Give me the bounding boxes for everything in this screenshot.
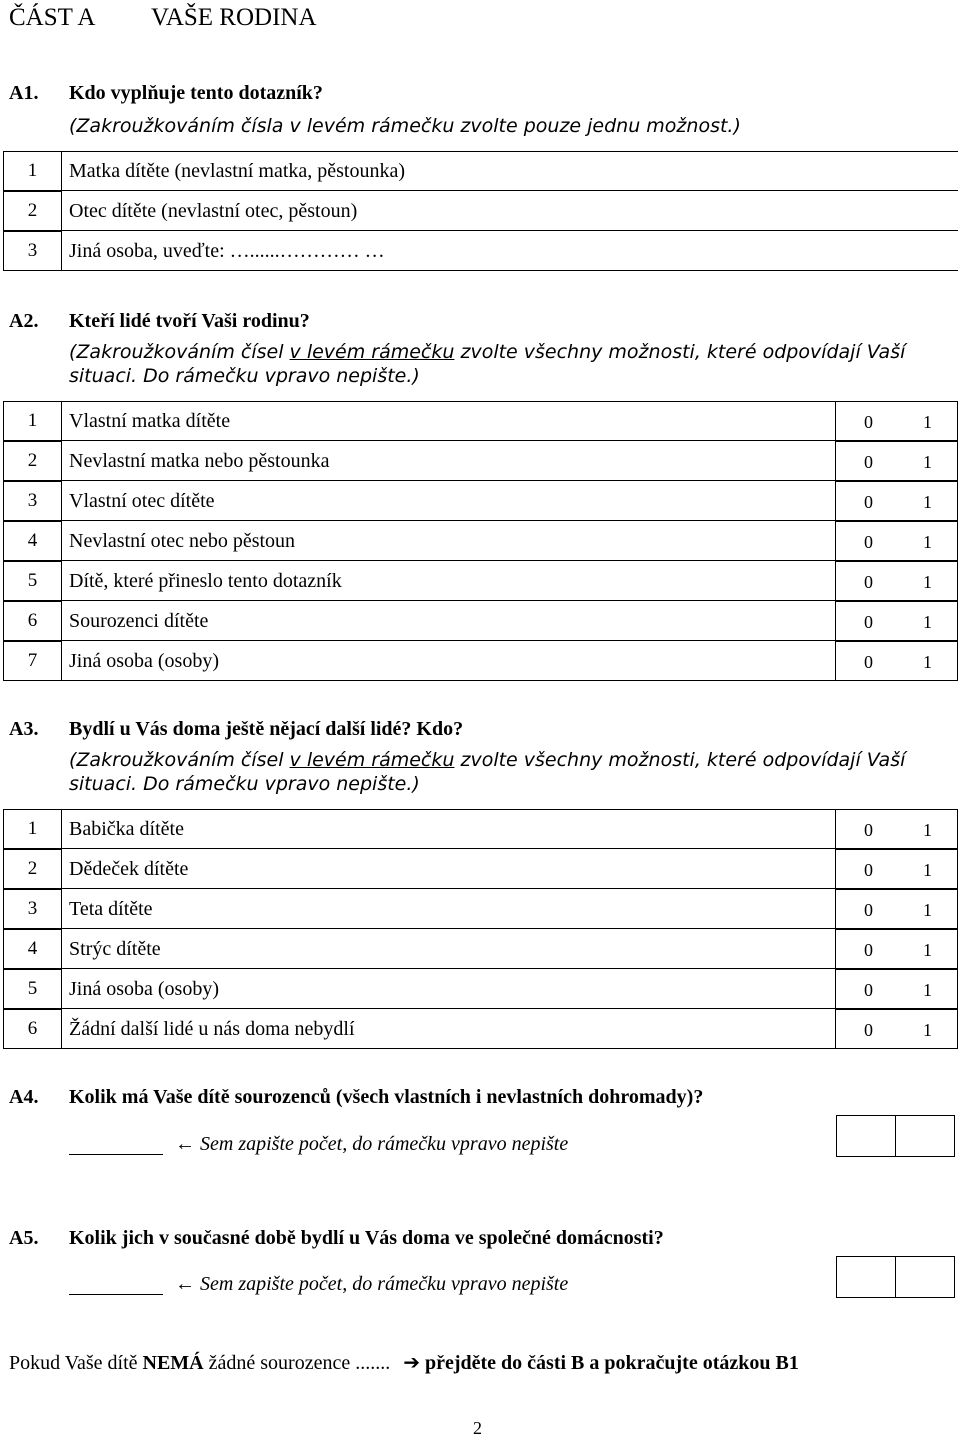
code-zero: 0: [864, 452, 873, 472]
question-a4: Kolik má Vaše dítě sourozenců (všech vlastních i nevlastních dohromady)?: [69, 1086, 704, 1108]
option-label: Jiná osoba, uveďte: …......………… …: [69, 240, 385, 262]
option-row-a3: [3, 969, 958, 1009]
option-row-a2: [3, 561, 958, 601]
option-label: Teta dítěte: [69, 898, 153, 920]
option-row-a2: [3, 641, 958, 681]
code-one: 1: [923, 652, 932, 672]
code-zero: 0: [864, 572, 873, 592]
option-label: Dědeček dítěte: [69, 858, 189, 880]
instruction-a2-underlined: v levém rámečku: [289, 341, 455, 363]
code-box: [835, 441, 958, 481]
code-zero: 0: [864, 980, 873, 1000]
option-number-circle-target[interactable]: 1: [3, 809, 62, 849]
option-number-circle-target[interactable]: 3: [3, 889, 62, 929]
option-label: Jiná osoba (osoby): [69, 978, 219, 1000]
question-a3: Bydlí u Vás doma ještě nějací další lidé? Kdo?: [69, 718, 464, 740]
code-box: [835, 809, 958, 849]
code-box: [835, 849, 958, 889]
question-a1: Kdo vyplňuje tento dotazník?: [69, 82, 323, 104]
option-number-circle-target[interactable]: 2: [3, 849, 62, 889]
hint-a5: ← Sem zapište počet, do rámečku vpravo nepište: [175, 1273, 569, 1295]
code-box-a4-right: [895, 1115, 955, 1157]
option-label: Otec dítěte (nevlastní otec, pěstoun): [69, 200, 358, 222]
code-box: [835, 889, 958, 929]
code-box: [835, 601, 958, 641]
code-one: 1: [923, 900, 932, 920]
code-box-a5-right: [895, 1256, 955, 1298]
option-row-a1: [3, 151, 958, 191]
code-box: [835, 641, 958, 681]
code-box: [835, 929, 958, 969]
code-one: 1: [923, 492, 932, 512]
code-zero: 0: [864, 860, 873, 880]
option-number-circle-target[interactable]: 4: [3, 929, 62, 969]
code-zero: 0: [864, 412, 873, 432]
option-label: Strýc dítěte: [69, 938, 161, 960]
hint-a4: ← Sem zapište počet, do rámečku vpravo nepište: [175, 1133, 569, 1155]
option-label: Jiná osoba (osoby): [69, 650, 219, 672]
question-number-a1: A1.: [9, 82, 39, 104]
option-number-circle-target[interactable]: 3: [3, 481, 62, 521]
code-one: 1: [923, 612, 932, 632]
code-zero: 0: [864, 1020, 873, 1040]
question-a2: Kteří lidé tvoří Vaši rodinu?: [69, 310, 310, 332]
option-number-circle-target[interactable]: 6: [3, 601, 62, 641]
code-box-a5-left: [836, 1256, 896, 1298]
option-number-circle-target[interactable]: 7: [3, 641, 62, 681]
option-row-a3: [3, 929, 958, 969]
option-row-a1: [3, 191, 958, 231]
option-label: Sourozenci dítěte: [69, 610, 209, 632]
row-rule: [3, 1048, 958, 1049]
option-row-a2: [3, 441, 958, 481]
code-one: 1: [923, 532, 932, 552]
instruction-a2-part1: (Zakroužkováním čísel: [69, 341, 290, 363]
option-row-a2: [3, 521, 958, 561]
count-input-line-a4[interactable]: [69, 1154, 163, 1155]
question-number-a3: A3.: [9, 718, 39, 740]
option-number-circle-target[interactable]: 3: [3, 231, 62, 271]
page-number: 2: [473, 1418, 482, 1438]
code-one: 1: [923, 980, 932, 1000]
code-zero: 0: [864, 652, 873, 672]
count-input-line-a5[interactable]: [69, 1294, 163, 1295]
code-one: 1: [923, 1020, 932, 1040]
question-number-a4: A4.: [9, 1086, 39, 1108]
instruction-a3-part1: (Zakroužkováním čísel: [69, 749, 290, 771]
question-a5: Kolik jich v současné době bydlí u Vás doma ve společné domácnosti?: [69, 1227, 664, 1249]
row-rule: [3, 680, 958, 681]
skip-goto: přejděte do části B a pokračujte otázkou B1: [424, 1352, 799, 1374]
code-one: 1: [923, 940, 932, 960]
code-one: 1: [923, 572, 932, 592]
code-box-a4-left: [836, 1115, 896, 1157]
code-one: 1: [923, 860, 932, 880]
row-rule: [3, 270, 958, 271]
option-label: Matka dítěte (nevlastní matka, pěstounka): [69, 160, 406, 182]
option-number-circle-target[interactable]: 6: [3, 1009, 62, 1049]
option-row-a2: [3, 601, 958, 641]
instruction-a3-part2: zvolte všechny možnosti, které odpovídají Vaší: [454, 749, 906, 771]
option-row-a1: [3, 231, 958, 271]
option-label: Nevlastní otec nebo pěstoun: [69, 530, 296, 552]
option-number-circle-target[interactable]: 5: [3, 561, 62, 601]
skip-text-pre: Pokud Vaše dítě: [9, 1352, 143, 1374]
option-number-circle-target[interactable]: 4: [3, 521, 62, 561]
code-box: [835, 969, 958, 1009]
part-label: ČÁST A: [9, 4, 96, 31]
option-label: Dítě, které přineslo tento dotazník: [69, 570, 342, 592]
option-number-circle-target[interactable]: 5: [3, 969, 62, 1009]
option-number-circle-target[interactable]: 2: [3, 441, 62, 481]
code-zero: 0: [864, 820, 873, 840]
skip-instruction: [9, 1350, 799, 1375]
skip-text-post: žádné sourozence .......: [203, 1352, 391, 1374]
question-number-a2: A2.: [9, 310, 39, 332]
instruction-a3-line2: situaci. Do rámečku vpravo nepište.): [69, 773, 420, 795]
option-row-a3: [3, 809, 958, 849]
instruction-a3-underlined: v levém rámečku: [289, 749, 455, 771]
code-box: [835, 1009, 958, 1049]
option-label: Žádní další lidé u nás doma nebydlí: [69, 1018, 355, 1040]
option-label: Babička dítěte: [69, 818, 184, 840]
question-number-a5: A5.: [9, 1227, 39, 1249]
option-row-a3: [3, 1009, 958, 1049]
option-number-circle-target[interactable]: 1: [3, 151, 62, 191]
code-box: [835, 561, 958, 601]
skip-text-bold: NEMÁ: [142, 1352, 204, 1374]
instruction-a2: [69, 340, 929, 388]
code-zero: 0: [864, 532, 873, 552]
code-zero: 0: [864, 900, 873, 920]
code-one: 1: [923, 820, 932, 840]
code-zero: 0: [864, 940, 873, 960]
code-box: [835, 401, 958, 441]
option-row-a2: [3, 481, 958, 521]
code-one: 1: [923, 452, 932, 472]
arrow-right-icon: ➔: [403, 1352, 420, 1374]
option-number-circle-target[interactable]: 1: [3, 401, 62, 441]
option-row-a3: [3, 889, 958, 929]
option-label: Vlastní matka dítěte: [69, 410, 231, 432]
option-label: Vlastní otec dítěte: [69, 490, 215, 512]
option-row-a3: [3, 849, 958, 889]
instruction-a3: [69, 748, 929, 796]
code-box: [835, 481, 958, 521]
option-label: Nevlastní matka nebo pěstounka: [69, 450, 330, 472]
option-number-circle-target[interactable]: 2: [3, 191, 62, 231]
page-title: VAŠE RODINA: [151, 4, 317, 31]
instruction-a1: (Zakroužkováním čísla v levém rámečku zvolte pouze jednu možnost.): [69, 115, 741, 137]
code-box: [835, 521, 958, 561]
option-row-a2: [3, 401, 958, 441]
code-zero: 0: [864, 492, 873, 512]
instruction-a2-line2: situaci. Do rámečku vpravo nepište.): [69, 365, 420, 387]
code-one: 1: [923, 412, 932, 432]
code-zero: 0: [864, 612, 873, 632]
instruction-a2-part2: zvolte všechny možnosti, které odpovídají Vaší: [454, 341, 906, 363]
